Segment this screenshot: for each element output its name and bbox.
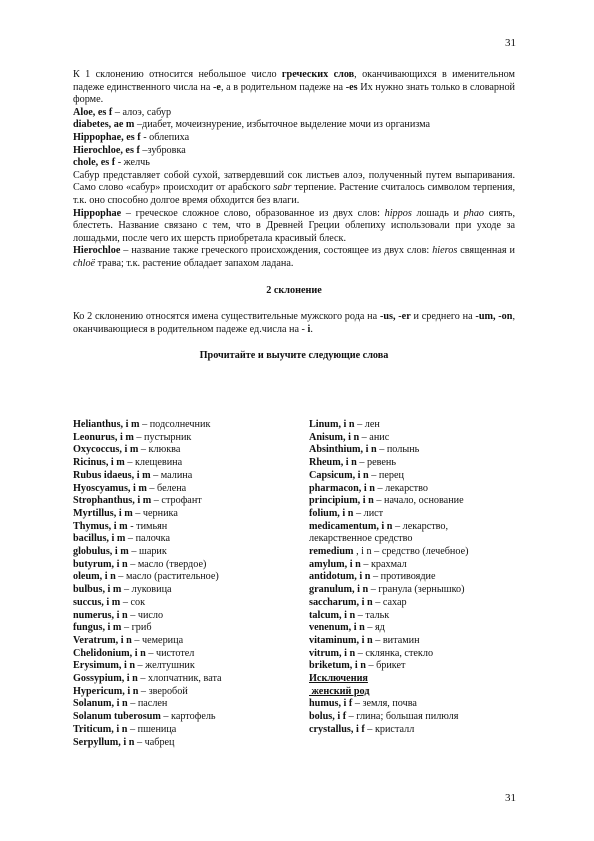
latin-term: Serpyllum, i n [73,736,135,748]
translation: – лекарство, [392,520,449,532]
translation: – чистотел [145,647,195,659]
translation: – витамин [372,634,420,646]
vocabulary-entry [73,559,305,572]
word-entry: Hippophae, es f - облепиха [73,131,190,143]
latin-term: Erysimum, i n [73,660,135,672]
latin-term: pharmacon, i n [309,482,375,494]
page-number-bottom: 31 [505,792,516,804]
latin-term: Linum, i n [309,419,355,430]
latin-term: globulus, i m [73,546,129,558]
vocabulary-entry [309,635,533,648]
vocabulary-entry [309,483,533,496]
latin-term: amylum, i n [309,558,361,570]
latin-term: folium, i n [309,507,354,519]
translation: – склянка, стекло [355,647,434,659]
translation: – луковица [121,584,172,596]
vocabulary-entry [309,419,533,432]
translation: – подсолнечник [139,419,211,430]
vocabulary-entry [309,610,533,623]
latin-term: fungus, i m [73,622,122,634]
latin-term: Absinthium, i n [309,444,377,456]
latin-term: medicamentum, i n [309,520,393,532]
translation: – палочка [125,533,170,545]
latin-term: bacillus, i m [73,533,126,545]
vocabulary-left-column [73,419,305,749]
vocabulary-entry [73,444,305,457]
vocabulary-entry [73,673,305,686]
translation: – земля, почва [352,698,417,710]
latin-term: Ricinus, i m [73,457,125,469]
vocabulary-entry [73,432,305,445]
latin-term: numerus, i n [73,609,128,621]
vocabulary-entry [73,660,305,673]
vocabulary-entry [73,495,305,508]
vocabulary-entry [73,483,305,496]
vocabulary-entry [73,533,305,546]
translation: – перец [368,469,404,481]
translation: – шарик [128,546,167,558]
latin-term: Helianthus, i m [73,419,140,430]
vocabulary-entry [73,597,305,610]
vocabulary-entry [73,584,305,597]
vocabulary-entry [309,622,533,635]
translation: , i n – средство (лечебное) [353,546,469,558]
vocabulary-entry [73,737,305,750]
translation: – паслен [127,698,168,710]
latin-term: talcum, i n [309,609,356,621]
translation: – малина [150,469,193,481]
feminine-gender-heading: женский род [309,685,370,697]
translation: лекарственное средство [309,533,413,545]
translation: – ревень [356,457,397,469]
translation: – клюква [138,444,181,456]
latin-term: Anisum, i n [309,431,360,443]
vocabulary-right-column [309,419,533,737]
vocabulary-entry [73,457,305,470]
translation: – глина; большая пилюля [346,711,459,723]
vocabulary-entry [73,711,305,724]
translation: – брикет [365,660,406,672]
vocabulary-entry [309,495,533,508]
translation: – хлопчатник, вата [137,673,222,685]
vocabulary-entry [309,457,533,470]
hierochloe-paragraph: Hierochloe – название также греческого происхождения, состоящее из двух слов: hieros священная и chloë трава; т.к. растение обладает запахом ладана. [73,245,515,269]
word-entry: chole, es f - желчь [73,157,150,169]
second-declension-intro: Ко 2 склонению относятся имена существительные мужского рода на -us, -er и среднего на -um, -on, оканчивающиеся в родительном падеже ед.числа на - i. [73,311,515,335]
vocabulary-entry [309,508,533,521]
translation: – тальк [355,609,390,621]
vocabulary-entry [73,686,305,699]
vocabulary-entry [309,597,533,610]
latin-term: antidotum, i n [309,571,371,583]
translation: – противоядие [370,571,436,583]
vocabulary-entry [73,648,305,661]
vocabulary-entry [73,521,305,534]
vocabulary-entry [73,546,305,559]
vocabulary-entry [309,584,533,597]
exceptions-heading: Исключения [309,673,368,685]
translation: – лист [353,507,384,519]
latin-term: humus, i f [309,698,353,710]
latin-term: Rheum, i n [309,457,357,469]
latin-term: succus, i m [73,596,121,608]
vocabulary-entry [309,571,533,584]
vocabulary-entry [73,419,305,432]
translation: – кристалл [364,723,415,735]
translation: – лен [354,419,380,430]
vocabulary-entry [73,508,305,521]
translation: – полынь [376,444,420,456]
latin-term: Rubus idaeus, i m [73,469,151,481]
vocabulary-entry [309,521,533,534]
latin-term: Thymus, i m [73,520,128,532]
vocabulary-entry [73,622,305,635]
vocabulary-entry [309,660,533,673]
translation: – сахар [372,596,407,608]
latin-term: bolus, i f [309,711,347,723]
vocabulary-entry [73,635,305,648]
latin-term: Gossypium, i n [73,673,138,685]
translation: - тимьян [127,520,168,532]
translation: – пустырник [133,431,192,443]
latin-term: principium, i n [309,495,374,507]
latin-term: Hypericum, i n [73,685,139,697]
word-entry: diabetes, ae m –диабет, мочеизнурение, избыточное выделение мочи из организма [73,119,431,131]
vocabulary-entry [73,571,305,584]
latin-term: briketum, i n [309,660,366,672]
vocabulary-entry [309,432,533,445]
vocabulary-entry [309,724,533,737]
translation: – яд [364,622,385,634]
translation: – пшеница [127,723,177,735]
vocabulary-entry [309,698,533,711]
learn-words-heading: Прочитайте и выучите следующие слова [199,350,389,362]
latin-term: saccharum, i n [309,596,373,608]
latin-term: Solanum, i n [73,698,128,710]
translation: – чемерица [131,634,184,646]
latin-term: Chelidonium, i n [73,647,146,659]
section-heading: 2 склонение [266,284,322,296]
vocabulary-entry [309,470,533,483]
translation: – гранула (зернышко) [368,584,465,596]
latin-term: Leonurus, i m [73,431,134,443]
latin-term: oleum, i n [73,571,116,583]
translation: – чабрец [134,736,175,748]
vocabulary-entry [73,470,305,483]
translation: – желтушник [134,660,195,672]
latin-term: Capsicum, i n [309,469,369,481]
word-entry: Hierochloe, es f –зубровка [73,144,186,156]
translation: – масло (твердое) [127,558,207,570]
vocabulary-entry [73,724,305,737]
translation: – гриб [121,622,152,634]
word-entry: Aloe, es f – алоэ, сабур [73,106,172,118]
vocabulary-entry [309,711,533,724]
hippophae-paragraph: Hippophae – греческое сложное слово, образованное из двух слов: hippos лошадь и phao сиять, блестеть. Название связано с тем, что в Древней Греции облепиху использовали при уходе за лошадьми, после чего их шерсть приобретала красивый блеск. [73,207,515,244]
latin-term: granulum, i n [309,584,369,596]
latin-term: butyrum, i n [73,558,128,570]
latin-term: crystallus, i f [309,723,365,735]
translation: – строфант [151,495,202,507]
vocabulary-entry [309,559,533,572]
latin-term: Myrtillus, i m [73,507,133,519]
translation: – белена [146,482,187,494]
translation: – лекарство [374,482,428,494]
latin-term: vitrum, i n [309,647,356,659]
intro-paragraph: К 1 склонению относится небольшое число греческих слов, оканчивающихся в именительном падеже единственного числа на -е, а в родительном падеже на -es Их нужно знать только в словарной форме. [73,69,516,106]
vocabulary-entry [309,533,533,546]
translation: – зверобой [138,685,188,697]
latin-term: venenum, i n [309,622,365,634]
vocabulary-entry [73,610,305,623]
latin-term: Hyoscyamus, i m [73,482,147,494]
translation: – анис [359,431,390,443]
latin-term: Triticum, i n [73,723,128,735]
sabur-paragraph: Сабур представляет собой сухой, затвердевший сок листьев алоэ, полученный путем выпаривания. Само слово «сабур» происходит от арабского sabr терпение. Растение считалось символом терпения, т.к. оно способно долгое время обходится без влаги. [73,169,516,206]
translation: – крахмал [360,558,407,570]
translation: – число [127,609,164,621]
translation: – начало, основание [373,495,464,507]
vocabulary-entry [309,648,533,661]
page-number-top: 31 [505,37,516,49]
vocabulary-entry [309,546,533,559]
latin-term: Oxycoccus, i m [73,444,139,456]
translation: – масло (растительное) [115,571,219,583]
latin-term: Veratrum, i n [73,634,132,646]
translation: – клещевина [124,457,183,469]
latin-term: remedium [309,546,354,558]
latin-term: Solanum tuberosum [73,711,161,723]
latin-term: Strophanthus, i m [73,495,152,507]
translation: – картофель [160,711,216,723]
vocabulary-entry [73,698,305,711]
page-body [73,69,515,377]
latin-term: vitaminum, i n [309,634,373,646]
translation: – черника [132,507,178,519]
latin-term: bulbus, i m [73,584,122,596]
vocabulary-entry [309,444,533,457]
translation: – сок [120,596,146,608]
